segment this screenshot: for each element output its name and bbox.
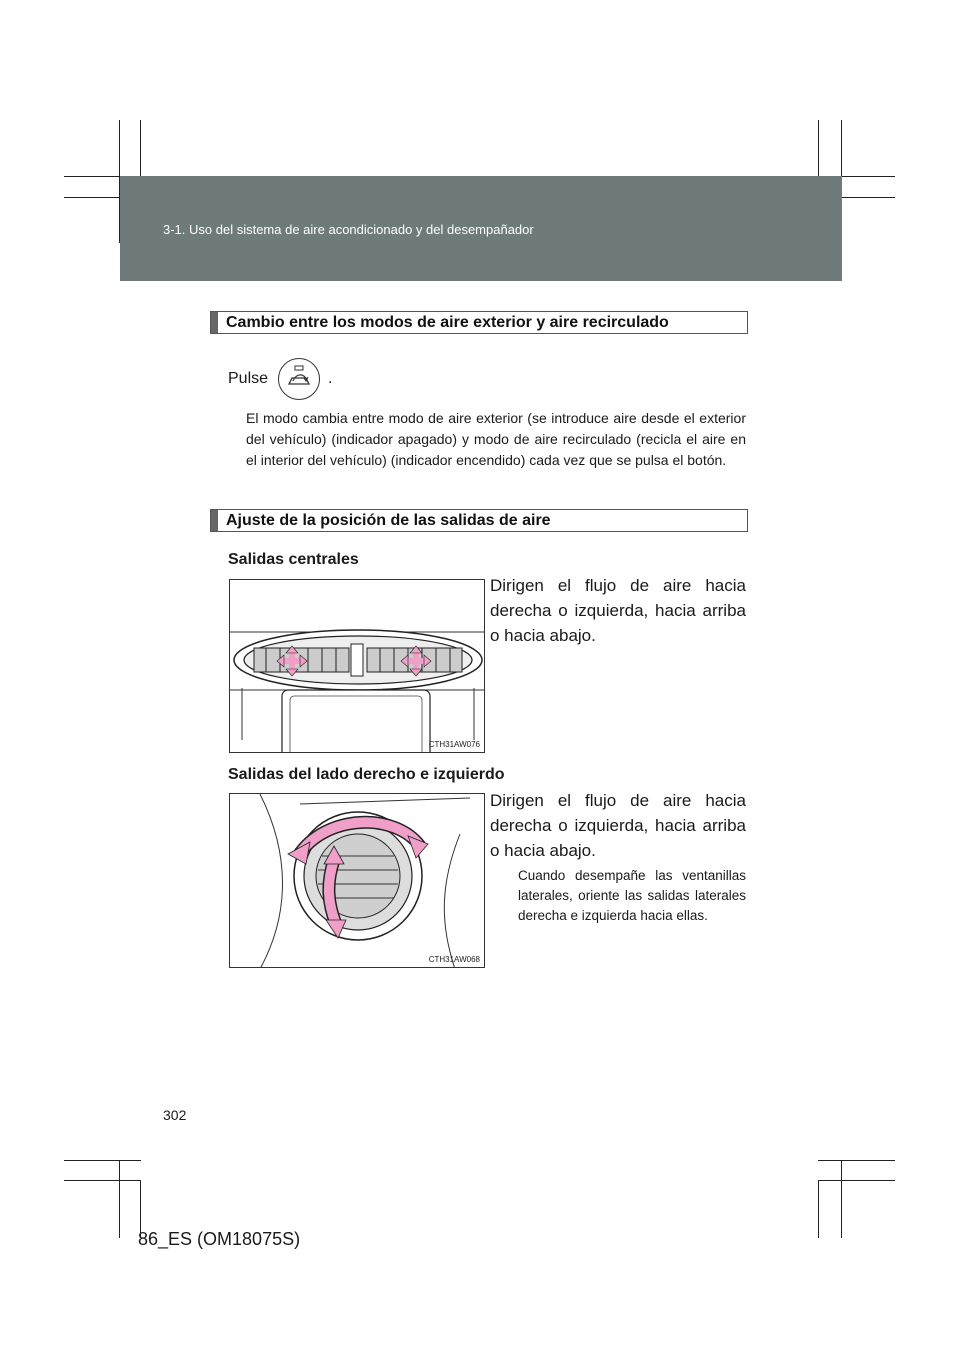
recirculation-icon bbox=[278, 358, 320, 400]
central-vents-figure bbox=[229, 579, 485, 753]
central-vents-heading: Salidas centrales bbox=[228, 551, 359, 568]
crop-mark bbox=[818, 1180, 819, 1238]
side-vents-description: Dirigen el flujo de aire hacia derecha o izquierda, hacia arriba o hacia abajo. bbox=[490, 791, 746, 860]
section-heading-text: Ajuste de la posición de las salidas de aire bbox=[226, 512, 551, 529]
crop-mark bbox=[119, 1160, 120, 1238]
section-heading-text: Cambio entre los modos de aire exterior y aire recirculado bbox=[226, 314, 669, 331]
page-number: 302 bbox=[163, 1107, 187, 1123]
crop-mark bbox=[841, 1160, 842, 1238]
document-code: 86_ES (OM18075S) bbox=[138, 1229, 301, 1249]
air-mode-paragraph: El modo cambia entre modo de aire exterior (se introduce aire desde el exterior del vehículo) (indicador apagado) y modo de aire recirculado (recicla el aire en el interior del vehículo) (indicador encendido) cada vez que se pulsa el botón. bbox=[246, 410, 746, 468]
side-vents-note: Cuando desempañe las ventanillas laterales, oriente las salidas laterales derecha e izquierda hacia ellas. bbox=[518, 868, 746, 923]
section-heading-vents bbox=[210, 509, 748, 532]
figure-code: CTH31AW068 bbox=[428, 955, 480, 964]
crop-mark bbox=[64, 1180, 141, 1181]
pulse-label: Pulse bbox=[228, 370, 269, 387]
section-heading-air-mode bbox=[210, 311, 748, 334]
figure-code: CTH31AW076 bbox=[428, 740, 480, 749]
section-heading-bar bbox=[211, 510, 218, 531]
pulse-instruction bbox=[228, 355, 332, 403]
crop-mark bbox=[64, 1160, 141, 1161]
section-heading-bar bbox=[211, 312, 218, 333]
crop-mark bbox=[818, 1180, 895, 1181]
side-vents-heading: Salidas del lado derecho e izquierdo bbox=[228, 766, 505, 783]
side-vents-figure bbox=[229, 793, 485, 968]
pulse-period: . bbox=[328, 370, 333, 387]
crop-mark bbox=[818, 1160, 895, 1161]
central-vents-description: Dirigen el flujo de aire hacia derecha o izquierda, hacia arriba o hacia abajo. bbox=[490, 576, 746, 645]
chapter-title: 3-1. Uso del sistema de aire acondicionado y del desempañador bbox=[163, 222, 534, 237]
